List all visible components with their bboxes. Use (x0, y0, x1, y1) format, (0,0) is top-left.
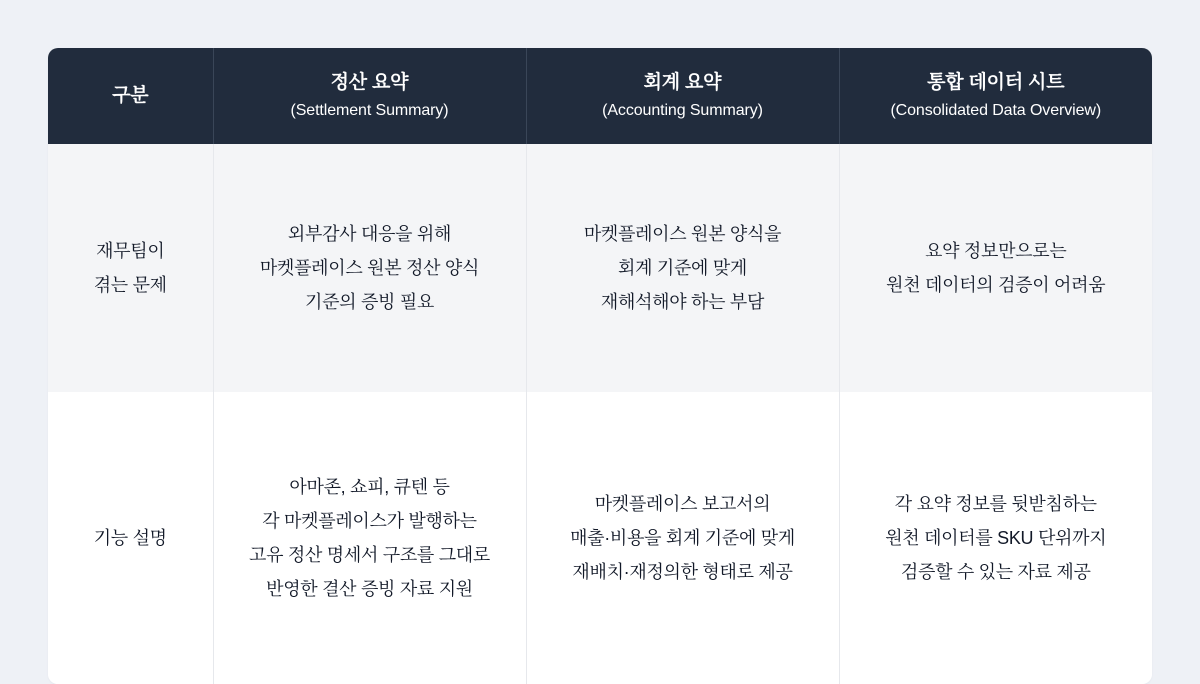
cell-problem-settlement-line-1: 외부감사 대응을 위해 (287, 224, 452, 244)
cell-problem-settlement-line-3: 기준의 증빙 필요 (304, 292, 435, 312)
comparison-table (48, 48, 1152, 684)
cell-feature-settlement-lines (228, 470, 512, 606)
cell-feature-settlement (213, 392, 526, 684)
cell-feature-settlement-line-3: 고유 정산 명세서 구조를 그대로 (249, 545, 490, 565)
cell-problem-accounting-line-3: 재해석해야 하는 부담 (600, 292, 765, 312)
cell-feature-accounting-line-1: 마켓플레이스 보고서의 (594, 494, 771, 514)
cell-problem-consolidated-line-2: 원천 데이터의 검증이 어려움 (886, 275, 1106, 295)
cell-problem-accounting-line-1: 마켓플레이스 원본 양식을 (583, 224, 782, 244)
cell-problem-settlement-lines (228, 217, 512, 319)
column-header-accounting-summary (526, 48, 839, 144)
cell-feature-accounting-lines (541, 487, 825, 589)
cell-problem-accounting-line-2: 회계 기준에 맞게 (617, 258, 748, 278)
cell-feature-consolidated (839, 392, 1152, 684)
column-header-accounting-summary-ko: 회계 요약 (643, 72, 722, 93)
cell-feature-consolidated-line-3: 검증할 수 있는 자료 제공 (900, 562, 1091, 582)
row-label-problem-line-2: 겪는 문제 (93, 275, 167, 295)
table-header-row (48, 48, 1152, 144)
cell-feature-settlement-line-2: 각 마켓플레이스가 발행하는 (262, 511, 477, 531)
cell-feature-accounting-line-2: 매출·비용을 회계 기준에 맞게 (570, 528, 795, 548)
cell-feature-settlement-line-4: 반영한 결산 증빙 자료 지원 (266, 579, 473, 599)
column-header-consolidated-data (839, 48, 1152, 144)
table-row (48, 392, 1152, 684)
cell-feature-accounting-line-3: 재배치·재정의한 형태로 제공 (572, 562, 793, 582)
column-header-consolidated-data-ko: 통합 데이터 시트 (927, 72, 1065, 93)
column-header-label-ko: 구분 (112, 85, 149, 106)
comparison-card (48, 48, 1152, 684)
cell-problem-consolidated-line-1: 요약 정보만으로는 (925, 241, 1067, 261)
row-label-feature-line-1: 기능 설명 (93, 528, 167, 548)
row-label-feature-lines (62, 521, 199, 555)
column-header-settlement-summary-en: (Settlement Summary) (290, 102, 449, 119)
row-label-problem (48, 144, 213, 392)
row-label-problem-lines (62, 234, 199, 302)
column-header-label (48, 48, 213, 144)
cell-problem-accounting (526, 144, 839, 392)
table-header (48, 48, 1152, 144)
row-label-feature (48, 392, 213, 684)
column-header-settlement-summary (213, 48, 526, 144)
table-body (48, 144, 1152, 684)
column-header-settlement-summary-ko: 정산 요약 (330, 72, 409, 93)
cell-feature-consolidated-line-2: 원천 데이터를 SKU 단위까지 (885, 528, 1107, 548)
cell-problem-consolidated (839, 144, 1152, 392)
column-header-consolidated-data-en: (Consolidated Data Overview) (890, 102, 1102, 119)
cell-feature-consolidated-line-1: 각 요약 정보를 뒷받침하는 (894, 494, 1097, 514)
cell-problem-settlement-line-2: 마켓플레이스 원본 정산 양식 (259, 258, 480, 278)
table-row (48, 144, 1152, 392)
cell-problem-consolidated-lines (854, 234, 1139, 302)
cell-problem-accounting-lines (541, 217, 825, 319)
cell-feature-settlement-line-1: 아마존, 쇼피, 큐텐 등 (289, 477, 450, 497)
column-header-accounting-summary-en: (Accounting Summary) (602, 102, 763, 119)
row-label-problem-line-1: 재무팀이 (96, 241, 165, 261)
cell-problem-settlement (213, 144, 526, 392)
cell-feature-consolidated-lines (854, 487, 1139, 589)
cell-feature-accounting (526, 392, 839, 684)
